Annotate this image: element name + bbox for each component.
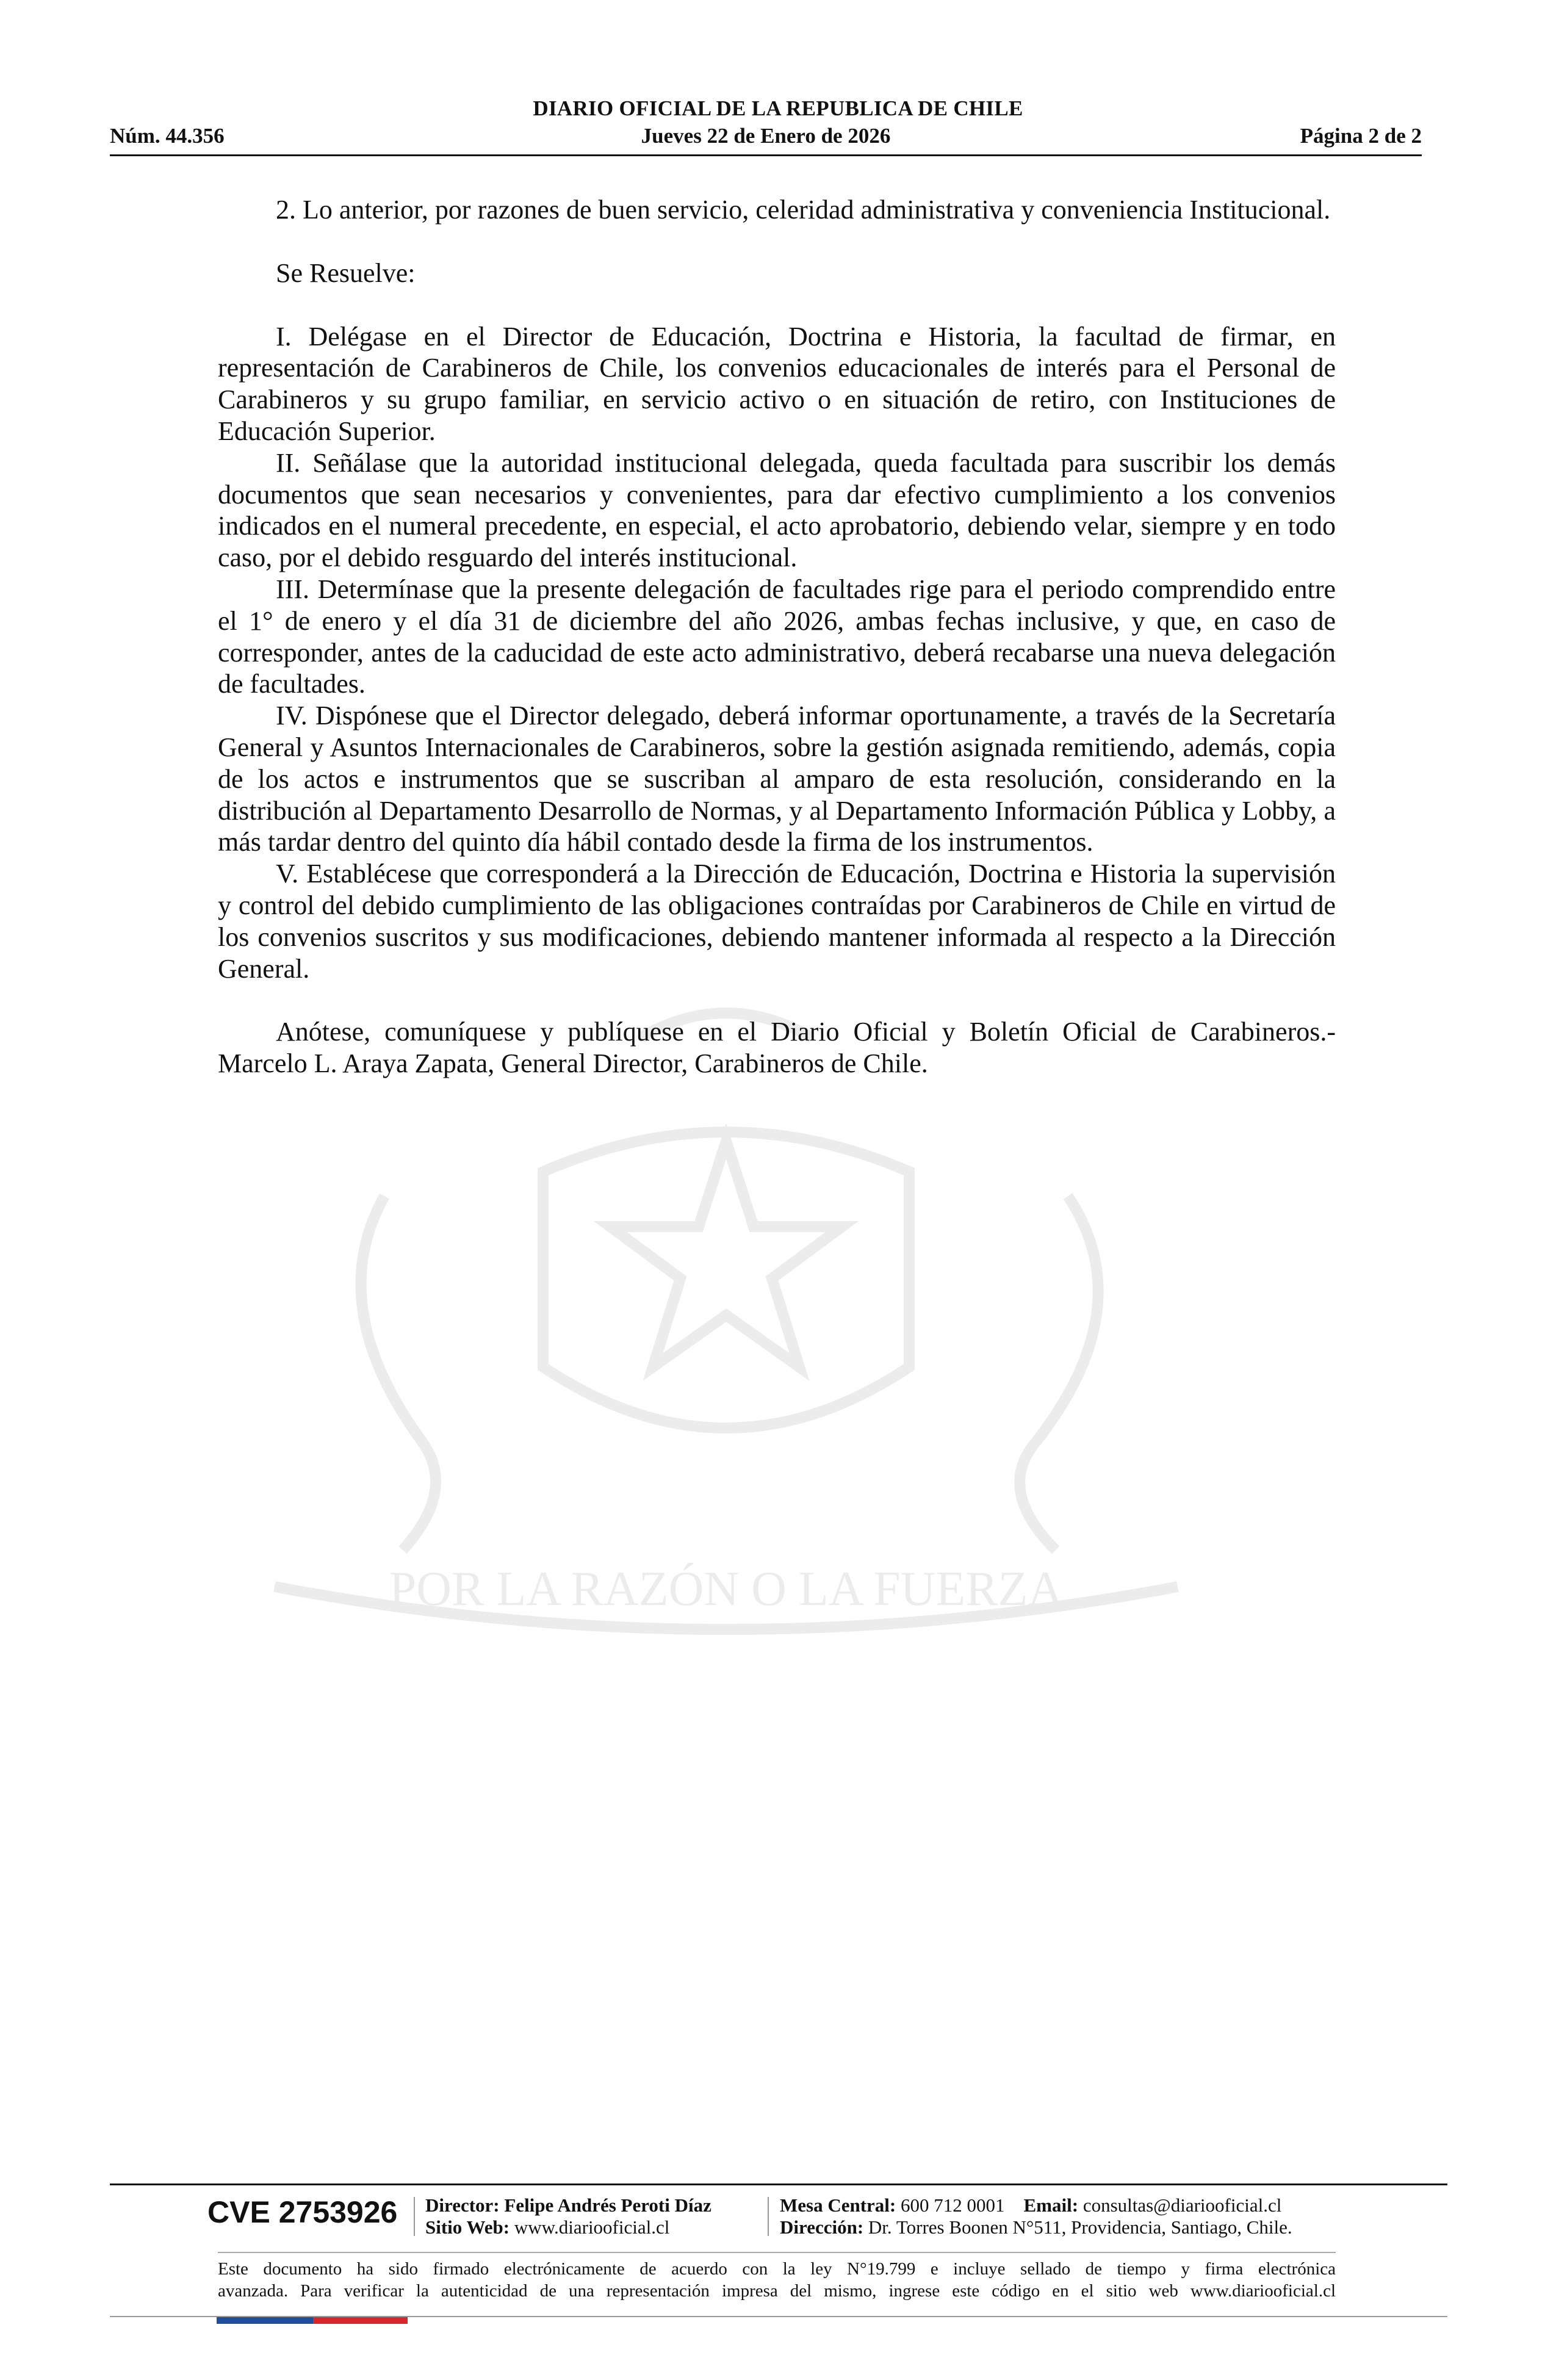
- resolution-item-v: V. Establécese que corresponderá a la Dirección de Educación, Doctrina e Historia la supervisión y control del debido cumplimiento de las obligaciones contraídas por Carabineros de Chile en virtud de los convenios suscritos y sus modificaciones, debiendo mantener informada al respecto a la Dirección General.: [218, 859, 1336, 984]
- header-row: [110, 124, 1422, 151]
- document-body: [218, 194, 1336, 1080]
- director-name: Felipe Andrés Peroti Díaz: [504, 2194, 711, 2216]
- address-value: Dr. Torres Boonen N°511, Providencia, Santiago, Chile.: [868, 2216, 1292, 2238]
- huemul-figure: [361, 1196, 436, 1550]
- address-label: Dirección:: [780, 2216, 864, 2238]
- footer-divider: [768, 2197, 769, 2236]
- footer-contact-block: [780, 2194, 1292, 2238]
- se-resuelve-heading: Se Resuelve:: [276, 258, 416, 288]
- footer-top-divider: [110, 2183, 1447, 2185]
- website-link[interactable]: www.diariooficial.cl: [514, 2216, 670, 2238]
- page-indicator: Página 2 de 2: [1300, 124, 1422, 148]
- issue-number: Núm. 44.356: [110, 124, 225, 148]
- director-label: Director:: [425, 2194, 500, 2216]
- condor-figure: [1020, 1196, 1098, 1550]
- paragraph-considerando-2: 2. Lo anterior, por razones de buen servicio, celeridad administrativa y conveniencia Institucional.: [276, 195, 1331, 225]
- electronic-signature-notice: [218, 2258, 1336, 2302]
- email-label: Email:: [1023, 2194, 1079, 2216]
- header-divider: [110, 154, 1422, 156]
- shield-outline: [543, 1132, 909, 1428]
- flag-stripe-red: [313, 2317, 408, 2324]
- footer-director-block: [425, 2194, 711, 2238]
- footer-divider: [414, 2197, 415, 2236]
- phone-number: 600 712 0001: [901, 2194, 1005, 2216]
- footer-mid-divider: [218, 2252, 1336, 2253]
- cve-code: CVE 2753926: [207, 2195, 398, 2229]
- resolution-item-iii: III. Determínase que la presente delegación de facultades rige para el periodo comprendido entre el 1° de enero y el día 31 de diciembre del año 2026, ambas fechas inclusive, y que, en caso de corresponder, antes de la caducidad de este acto administrativo, deberá recabarse una nueva delegación de facultades.: [218, 574, 1336, 699]
- website-label: Sitio Web:: [425, 2216, 510, 2238]
- newspaper-title: DIARIO OFICIAL DE LA REPUBLICA DE CHILE: [533, 96, 1023, 120]
- star-icon: [610, 1141, 842, 1367]
- resolution-item-ii: II. Señálase que la autoridad institucional delegada, queda facultada para suscribir los demás documentos que sean necesarios y convenientes, para dar efectivo cumplimiento a los convenios indicados en el numeral precedente, en especial, el acto aprobatorio, debiendo velar, siempre y en todo caso, por el debido resguardo del interés institucional.: [218, 447, 1336, 573]
- flag-stripe-blue: [217, 2317, 313, 2324]
- notice-line-2: avanzada. Para verificar la autenticidad de una representación impresa del mismo, ingrese este código en el sitio web www.diariooficial.cl: [218, 2281, 1336, 2301]
- issue-date: Jueves 22 de Enero de 2026: [641, 124, 891, 148]
- phone-label: Mesa Central:: [780, 2194, 896, 2216]
- motto-text: POR LA RAZÓN O LA FUERZA: [389, 1562, 1064, 1616]
- closing-signature: Anótese, comuníquese y publíquese en el Diario Oficial y Boletín Oficial de Carabineros.- Marcelo L. Araya Zapata, General Director, Carabineros de Chile.: [218, 1017, 1336, 1079]
- resolution-item-iv: IV. Dispónese que el Director delegado, deberá informar oportunamente, a través de la Secretaría General y Asuntos Internacionales de Carabineros, sobre la gestión asignada remitiendo, además, copia de los actos e instrumentos que se suscriban al amparo de esta resolución, considerando en la distribución al Departamento Desarrollo de Normas, y al Departamento Información Pública y Lobby, a más tardar dentro del quinto día hábil contado desde la firma de los instrumentos.: [218, 701, 1336, 857]
- resolution-item-i: I. Delégase en el Director de Educación, Doctrina e Historia, la facultad de firmar, en representación de Carabineros de Chile, los convenios educacionales de interés para el Personal de Carabineros y su grupo familiar, en servicio activo o en situación de retiro, con Instituciones de Educación Superior.: [218, 321, 1336, 446]
- email-link[interactable]: consultas@diariooficial.cl: [1082, 2194, 1282, 2216]
- notice-line-1: Este documento ha sido firmado electrónicamente de acuerdo con la ley N°19.799 e incluye sellado de tiempo y firma electrónica: [218, 2259, 1336, 2279]
